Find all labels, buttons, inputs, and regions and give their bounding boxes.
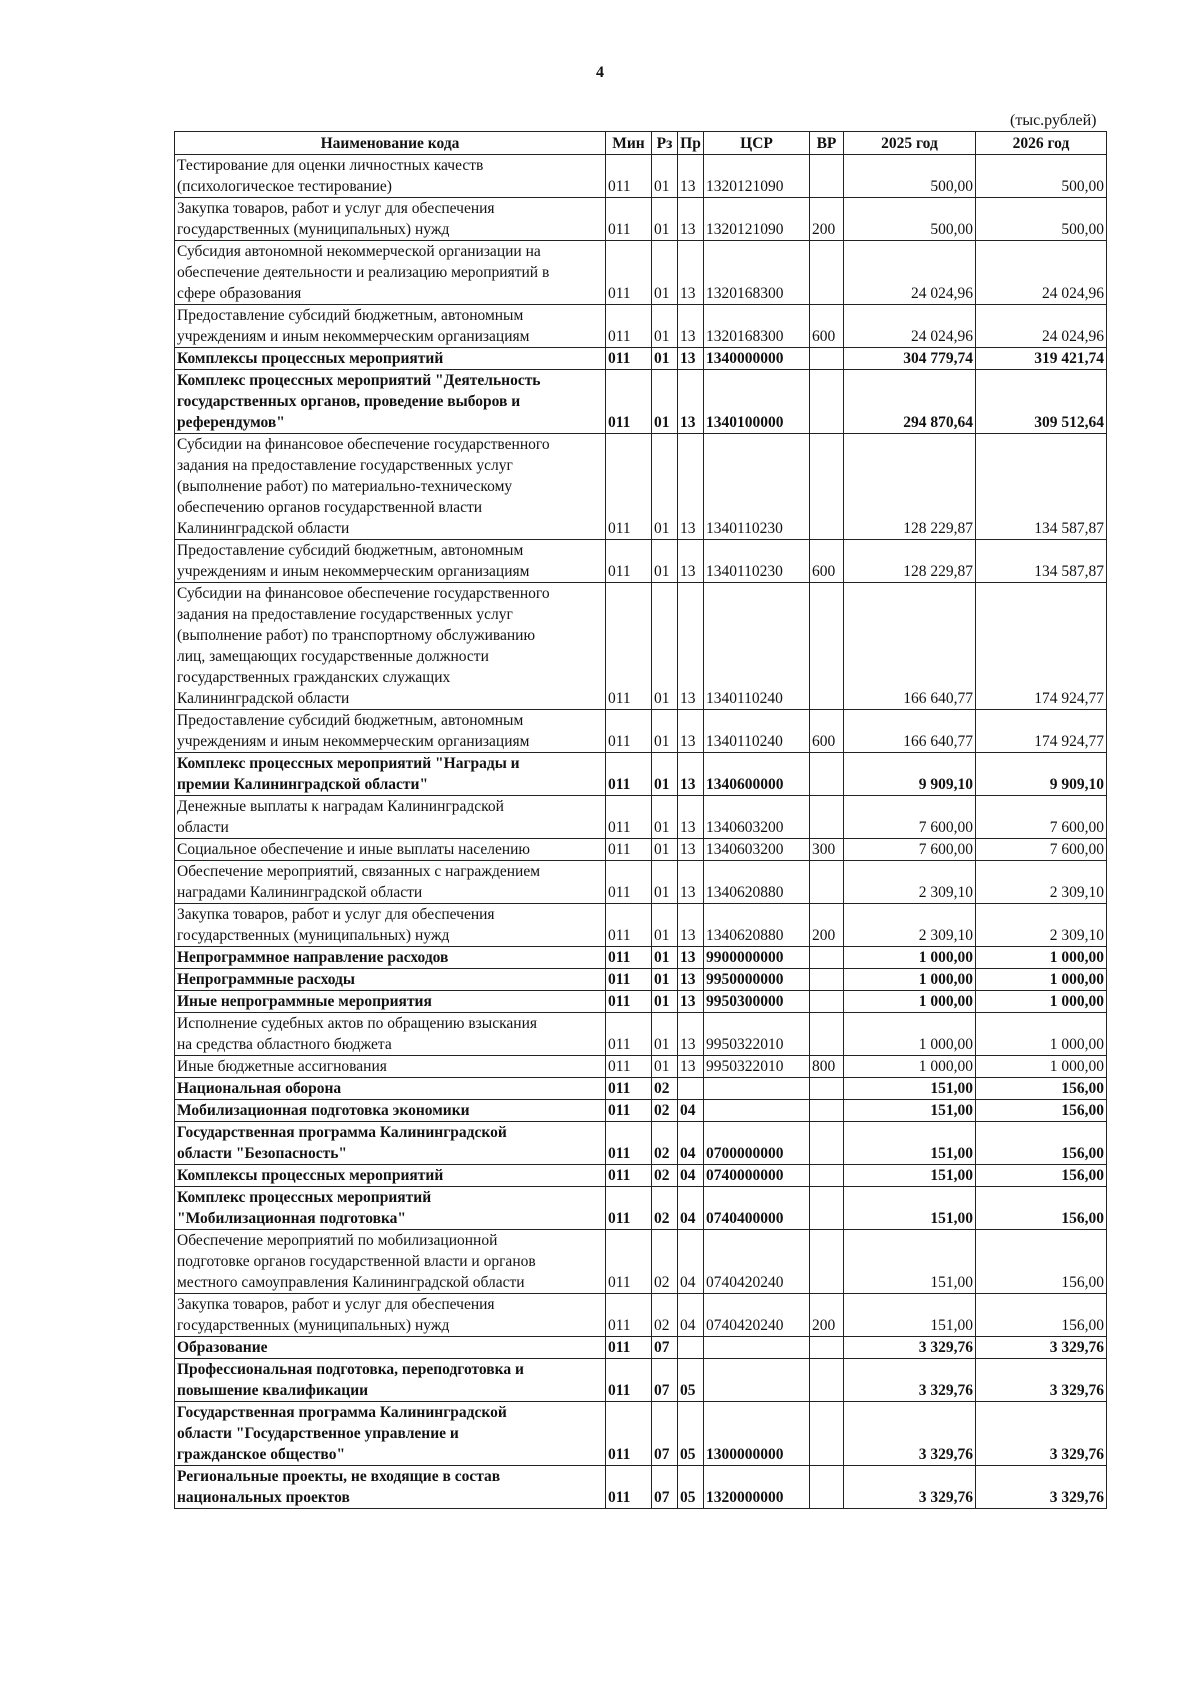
cell-name: Комплекс процессных мероприятий "Мобилизационная подготовка" [175, 1187, 606, 1230]
table-row [175, 1013, 1107, 1056]
cell-y2026: 3 329,76 [976, 1466, 1107, 1509]
cell-min: 011 [606, 348, 652, 370]
cell-min: 011 [606, 1100, 652, 1122]
table-row [175, 1294, 1107, 1337]
cell-name: Обеспечение мероприятий, связанных с награждением наградами Калининградской области [175, 861, 606, 904]
cell-rz: 02 [652, 1230, 678, 1294]
cell-vr [810, 991, 844, 1013]
cell-y2026: 2 309,10 [976, 904, 1107, 947]
cell-y2025: 1 000,00 [844, 991, 976, 1013]
cell-rz: 01 [652, 198, 678, 241]
cell-y2025: 151,00 [844, 1122, 976, 1165]
cell-rz: 01 [652, 1013, 678, 1056]
cell-name: Мобилизационная подготовка экономики [175, 1100, 606, 1122]
cell-vr: 600 [810, 710, 844, 753]
cell-pr: 13 [678, 155, 704, 198]
cell-rz: 01 [652, 1056, 678, 1078]
cell-y2025: 151,00 [844, 1230, 976, 1294]
cell-name: Комплекс процессных мероприятий "Награды и премии Калининградской области" [175, 753, 606, 796]
cell-y2026: 156,00 [976, 1187, 1107, 1230]
cell-y2025: 304 779,74 [844, 348, 976, 370]
cell-vr [810, 1165, 844, 1187]
table-row [175, 1100, 1107, 1122]
cell-name: Денежные выплаты к наградам Калининградской области [175, 796, 606, 839]
cell-pr: 13 [678, 583, 704, 710]
cell-csr: 9950322010 [704, 1056, 810, 1078]
table-row [175, 947, 1107, 969]
cell-pr: 13 [678, 198, 704, 241]
table-row [175, 1165, 1107, 1187]
cell-rz: 02 [652, 1294, 678, 1337]
cell-rz: 01 [652, 947, 678, 969]
cell-name: Тестирование для оценки личностных качеств (психологическое тестирование) [175, 155, 606, 198]
cell-y2026: 156,00 [976, 1100, 1107, 1122]
table-row [175, 1056, 1107, 1078]
cell-vr [810, 861, 844, 904]
cell-vr [810, 370, 844, 434]
cell-name: Комплекс процессных мероприятий "Деятельность государственных органов, проведение выборов и референдумов" [175, 370, 606, 434]
cell-csr: 0740420240 [704, 1230, 810, 1294]
header-name: Наименование кода [175, 132, 606, 155]
cell-y2026: 3 329,76 [976, 1402, 1107, 1466]
cell-name: Государственная программа Калининградской области "Безопасность" [175, 1122, 606, 1165]
cell-vr [810, 241, 844, 305]
cell-name: Предоставление субсидий бюджетным, автономным учреждениям и иным некоммерческим организациям [175, 305, 606, 348]
header-vr: ВР [810, 132, 844, 155]
table-row [175, 1402, 1107, 1466]
cell-csr: 1320168300 [704, 305, 810, 348]
cell-name: Национальная оборона [175, 1078, 606, 1100]
table-row [175, 1359, 1107, 1402]
cell-min: 011 [606, 241, 652, 305]
cell-min: 011 [606, 753, 652, 796]
cell-csr: 1320121090 [704, 155, 810, 198]
cell-rz: 01 [652, 583, 678, 710]
cell-vr: 200 [810, 1294, 844, 1337]
cell-csr: 1320000000 [704, 1466, 810, 1509]
cell-rz: 01 [652, 155, 678, 198]
table-row [175, 1122, 1107, 1165]
cell-rz: 02 [652, 1078, 678, 1100]
cell-csr: 1340000000 [704, 348, 810, 370]
cell-y2025: 166 640,77 [844, 710, 976, 753]
cell-csr: 0740000000 [704, 1165, 810, 1187]
table-row [175, 540, 1107, 583]
cell-y2025: 151,00 [844, 1294, 976, 1337]
cell-pr: 04 [678, 1100, 704, 1122]
cell-pr: 13 [678, 1013, 704, 1056]
cell-pr: 13 [678, 796, 704, 839]
cell-vr: 600 [810, 540, 844, 583]
cell-rz: 07 [652, 1359, 678, 1402]
cell-min: 011 [606, 540, 652, 583]
cell-name: Государственная программа Калининградской области "Государственное управление и гражданское общество" [175, 1402, 606, 1466]
cell-vr: 200 [810, 904, 844, 947]
cell-min: 011 [606, 1056, 652, 1078]
cell-y2025: 3 329,76 [844, 1337, 976, 1359]
cell-min: 011 [606, 1078, 652, 1100]
cell-rz: 01 [652, 348, 678, 370]
cell-y2026: 24 024,96 [976, 305, 1107, 348]
cell-vr [810, 947, 844, 969]
table-row [175, 861, 1107, 904]
cell-csr: 0740400000 [704, 1187, 810, 1230]
cell-rz: 01 [652, 305, 678, 348]
table-row [175, 710, 1107, 753]
cell-y2026: 3 329,76 [976, 1359, 1107, 1402]
cell-pr: 13 [678, 1056, 704, 1078]
cell-rz: 01 [652, 861, 678, 904]
cell-pr: 13 [678, 904, 704, 947]
cell-rz: 07 [652, 1337, 678, 1359]
table-row [175, 155, 1107, 198]
cell-vr: 300 [810, 839, 844, 861]
cell-vr [810, 796, 844, 839]
cell-y2026: 9 909,10 [976, 753, 1107, 796]
cell-csr: 9950300000 [704, 991, 810, 1013]
cell-pr: 13 [678, 991, 704, 1013]
cell-pr: 13 [678, 540, 704, 583]
cell-pr: 04 [678, 1230, 704, 1294]
cell-rz: 01 [652, 753, 678, 796]
cell-pr: 13 [678, 839, 704, 861]
table-row [175, 198, 1107, 241]
cell-vr [810, 1337, 844, 1359]
cell-pr: 13 [678, 370, 704, 434]
cell-min: 011 [606, 710, 652, 753]
cell-csr: 0700000000 [704, 1122, 810, 1165]
cell-y2025: 7 600,00 [844, 796, 976, 839]
cell-name: Обеспечение мероприятий по мобилизационной подготовке органов государственной власти и органов местного самоуправления Калининградской области [175, 1230, 606, 1294]
header-rz: Рз [652, 132, 678, 155]
cell-name: Закупка товаров, работ и услуг для обеспечения государственных (муниципальных) нужд [175, 1294, 606, 1337]
cell-y2026: 1 000,00 [976, 991, 1107, 1013]
cell-y2026: 156,00 [976, 1165, 1107, 1187]
units-label: (тыс.рублей) [1010, 112, 1097, 129]
cell-pr: 13 [678, 434, 704, 540]
cell-rz: 01 [652, 710, 678, 753]
cell-name: Иные бюджетные ассигнования [175, 1056, 606, 1078]
table-row [175, 305, 1107, 348]
cell-y2025: 151,00 [844, 1078, 976, 1100]
cell-y2025: 151,00 [844, 1187, 976, 1230]
table-row [175, 241, 1107, 305]
cell-rz: 07 [652, 1402, 678, 1466]
cell-csr [704, 1337, 810, 1359]
cell-csr: 1340110230 [704, 434, 810, 540]
cell-y2026: 134 587,87 [976, 540, 1107, 583]
cell-y2025: 3 329,76 [844, 1466, 976, 1509]
cell-rz: 02 [652, 1122, 678, 1165]
cell-rz: 01 [652, 434, 678, 540]
cell-name: Предоставление субсидий бюджетным, автономным учреждениям и иным некоммерческим организациям [175, 710, 606, 753]
cell-min: 011 [606, 861, 652, 904]
budget-table [174, 131, 1107, 1509]
cell-pr: 05 [678, 1359, 704, 1402]
cell-csr: 1340110240 [704, 710, 810, 753]
cell-y2026: 1 000,00 [976, 947, 1107, 969]
cell-y2025: 24 024,96 [844, 305, 976, 348]
cell-rz: 01 [652, 969, 678, 991]
cell-name: Предоставление субсидий бюджетным, автономным учреждениям и иным некоммерческим организациям [175, 540, 606, 583]
page-number: 4 [596, 64, 604, 81]
header-pr: Пр [678, 132, 704, 155]
cell-pr: 05 [678, 1402, 704, 1466]
cell-pr: 13 [678, 348, 704, 370]
cell-y2026: 156,00 [976, 1078, 1107, 1100]
cell-min: 011 [606, 947, 652, 969]
cell-y2026: 156,00 [976, 1122, 1107, 1165]
cell-y2025: 7 600,00 [844, 839, 976, 861]
header-csr: ЦСР [704, 132, 810, 155]
cell-rz: 01 [652, 796, 678, 839]
cell-rz: 02 [652, 1100, 678, 1122]
cell-y2026: 7 600,00 [976, 796, 1107, 839]
cell-vr [810, 1466, 844, 1509]
cell-pr: 13 [678, 753, 704, 796]
cell-pr: 13 [678, 710, 704, 753]
cell-y2025: 151,00 [844, 1165, 976, 1187]
cell-name: Профессиональная подготовка, переподготовка и повышение квалификации [175, 1359, 606, 1402]
table-row [175, 991, 1107, 1013]
cell-min: 011 [606, 796, 652, 839]
cell-min: 011 [606, 155, 652, 198]
cell-y2025: 9 909,10 [844, 753, 976, 796]
cell-name: Иные непрограммные мероприятия [175, 991, 606, 1013]
cell-y2025: 1 000,00 [844, 969, 976, 991]
cell-vr [810, 1402, 844, 1466]
cell-y2025: 3 329,76 [844, 1359, 976, 1402]
cell-rz: 02 [652, 1187, 678, 1230]
cell-y2025: 24 024,96 [844, 241, 976, 305]
cell-vr [810, 1187, 844, 1230]
cell-rz: 01 [652, 904, 678, 947]
table-row [175, 1078, 1107, 1100]
cell-vr [810, 1078, 844, 1100]
cell-csr: 9900000000 [704, 947, 810, 969]
cell-vr [810, 1100, 844, 1122]
cell-rz: 01 [652, 241, 678, 305]
cell-y2026: 156,00 [976, 1294, 1107, 1337]
table-body [175, 155, 1107, 1509]
cell-y2025: 166 640,77 [844, 583, 976, 710]
cell-pr: 04 [678, 1187, 704, 1230]
cell-min: 011 [606, 969, 652, 991]
cell-pr: 04 [678, 1165, 704, 1187]
cell-y2026: 1 000,00 [976, 969, 1107, 991]
cell-vr [810, 348, 844, 370]
cell-pr: 13 [678, 241, 704, 305]
cell-pr: 13 [678, 969, 704, 991]
cell-min: 011 [606, 1122, 652, 1165]
cell-vr: 800 [810, 1056, 844, 1078]
cell-y2026: 174 924,77 [976, 583, 1107, 710]
cell-y2025: 128 229,87 [844, 434, 976, 540]
cell-min: 011 [606, 1359, 652, 1402]
cell-name: Комплексы процессных мероприятий [175, 348, 606, 370]
cell-csr: 1340110230 [704, 540, 810, 583]
cell-name: Комплексы процессных мероприятий [175, 1165, 606, 1187]
cell-y2025: 3 329,76 [844, 1402, 976, 1466]
cell-name: Закупка товаров, работ и услуг для обеспечения государственных (муниципальных) нужд [175, 904, 606, 947]
cell-min: 011 [606, 991, 652, 1013]
cell-y2025: 1 000,00 [844, 947, 976, 969]
cell-y2026: 134 587,87 [976, 434, 1107, 540]
cell-y2026: 309 512,64 [976, 370, 1107, 434]
cell-vr [810, 434, 844, 540]
cell-pr: 13 [678, 947, 704, 969]
table-row [175, 1187, 1107, 1230]
cell-y2025: 294 870,64 [844, 370, 976, 434]
cell-vr [810, 1230, 844, 1294]
cell-name: Региональные проекты, не входящие в состав национальных проектов [175, 1466, 606, 1509]
cell-pr [678, 1078, 704, 1100]
table-row [175, 348, 1107, 370]
cell-pr: 05 [678, 1466, 704, 1509]
header-min: Мин [606, 132, 652, 155]
cell-min: 011 [606, 1466, 652, 1509]
cell-csr [704, 1078, 810, 1100]
cell-y2026: 2 309,10 [976, 861, 1107, 904]
cell-rz: 01 [652, 991, 678, 1013]
cell-vr [810, 583, 844, 710]
cell-y2026: 24 024,96 [976, 241, 1107, 305]
cell-pr [678, 1337, 704, 1359]
cell-csr: 1340110240 [704, 583, 810, 710]
table-header-row [175, 132, 1107, 155]
cell-rz: 01 [652, 370, 678, 434]
cell-min: 011 [606, 839, 652, 861]
cell-name: Закупка товаров, работ и услуг для обеспечения государственных (муниципальных) нужд [175, 198, 606, 241]
cell-pr: 13 [678, 305, 704, 348]
header-2026: 2026 год [976, 132, 1107, 155]
cell-min: 011 [606, 1337, 652, 1359]
table-row [175, 753, 1107, 796]
cell-vr [810, 969, 844, 991]
cell-csr: 1340620880 [704, 861, 810, 904]
cell-y2026: 319 421,74 [976, 348, 1107, 370]
cell-min: 011 [606, 1013, 652, 1056]
cell-min: 011 [606, 370, 652, 434]
cell-y2025: 128 229,87 [844, 540, 976, 583]
cell-min: 011 [606, 1230, 652, 1294]
cell-rz: 02 [652, 1165, 678, 1187]
cell-csr: 1320121090 [704, 198, 810, 241]
cell-min: 011 [606, 583, 652, 710]
cell-vr: 600 [810, 305, 844, 348]
table-row [175, 839, 1107, 861]
cell-name: Непрограммное направление расходов [175, 947, 606, 969]
cell-min: 011 [606, 1402, 652, 1466]
cell-pr: 13 [678, 861, 704, 904]
cell-pr: 04 [678, 1122, 704, 1165]
cell-vr [810, 1122, 844, 1165]
cell-min: 011 [606, 1187, 652, 1230]
cell-vr: 200 [810, 198, 844, 241]
cell-rz: 01 [652, 839, 678, 861]
cell-csr: 1340603200 [704, 839, 810, 861]
cell-csr [704, 1359, 810, 1402]
cell-min: 011 [606, 434, 652, 540]
cell-csr: 9950322010 [704, 1013, 810, 1056]
cell-csr: 1320168300 [704, 241, 810, 305]
cell-y2026: 500,00 [976, 155, 1107, 198]
cell-min: 011 [606, 198, 652, 241]
table-row [175, 1337, 1107, 1359]
cell-vr [810, 1359, 844, 1402]
cell-name: Социальное обеспечение и иные выплаты населению [175, 839, 606, 861]
cell-csr: 0740420240 [704, 1294, 810, 1337]
cell-pr: 04 [678, 1294, 704, 1337]
cell-name: Непрограммные расходы [175, 969, 606, 991]
cell-min: 011 [606, 305, 652, 348]
cell-y2026: 156,00 [976, 1230, 1107, 1294]
table-row [175, 434, 1107, 540]
cell-csr: 1300000000 [704, 1402, 810, 1466]
cell-y2026: 500,00 [976, 198, 1107, 241]
cell-vr [810, 155, 844, 198]
table-row [175, 904, 1107, 947]
header-2025: 2025 год [844, 132, 976, 155]
cell-csr: 1340603200 [704, 796, 810, 839]
cell-vr [810, 753, 844, 796]
cell-name: Субсидии на финансовое обеспечение государственного задания на предоставление государственных услуг (выполнение работ) по транспортному обслуживанию лиц, замещающих государственные должности государственных гражданских служащих Калининградской области [175, 583, 606, 710]
cell-name: Субсидии на финансовое обеспечение государственного задания на предоставление государственных услуг (выполнение работ) по материально-техническому обеспечению органов государственной власти Калининградской области [175, 434, 606, 540]
cell-y2025: 1 000,00 [844, 1056, 976, 1078]
cell-csr: 1340600000 [704, 753, 810, 796]
table-row [175, 583, 1107, 710]
cell-y2025: 151,00 [844, 1100, 976, 1122]
cell-vr [810, 1013, 844, 1056]
cell-y2026: 1 000,00 [976, 1056, 1107, 1078]
cell-rz: 01 [652, 540, 678, 583]
cell-y2025: 500,00 [844, 198, 976, 241]
table-row [175, 370, 1107, 434]
cell-csr: 1340100000 [704, 370, 810, 434]
cell-y2025: 2 309,10 [844, 861, 976, 904]
cell-csr: 9950000000 [704, 969, 810, 991]
cell-name: Образование [175, 1337, 606, 1359]
cell-y2026: 7 600,00 [976, 839, 1107, 861]
table-row [175, 969, 1107, 991]
cell-csr [704, 1100, 810, 1122]
table-row [175, 1230, 1107, 1294]
cell-y2025: 500,00 [844, 155, 976, 198]
cell-name: Субсидия автономной некоммерческой организации на обеспечение деятельности и реализацию мероприятий в сфере образования [175, 241, 606, 305]
cell-rz: 07 [652, 1466, 678, 1509]
table-row [175, 796, 1107, 839]
cell-min: 011 [606, 904, 652, 947]
cell-min: 011 [606, 1294, 652, 1337]
cell-y2026: 174 924,77 [976, 710, 1107, 753]
cell-y2025: 2 309,10 [844, 904, 976, 947]
cell-y2026: 3 329,76 [976, 1337, 1107, 1359]
table-row [175, 1466, 1107, 1509]
cell-y2026: 1 000,00 [976, 1013, 1107, 1056]
cell-csr: 1340620880 [704, 904, 810, 947]
cell-name: Исполнение судебных актов по обращению взыскания на средства областного бюджета [175, 1013, 606, 1056]
cell-min: 011 [606, 1165, 652, 1187]
cell-y2025: 1 000,00 [844, 1013, 976, 1056]
